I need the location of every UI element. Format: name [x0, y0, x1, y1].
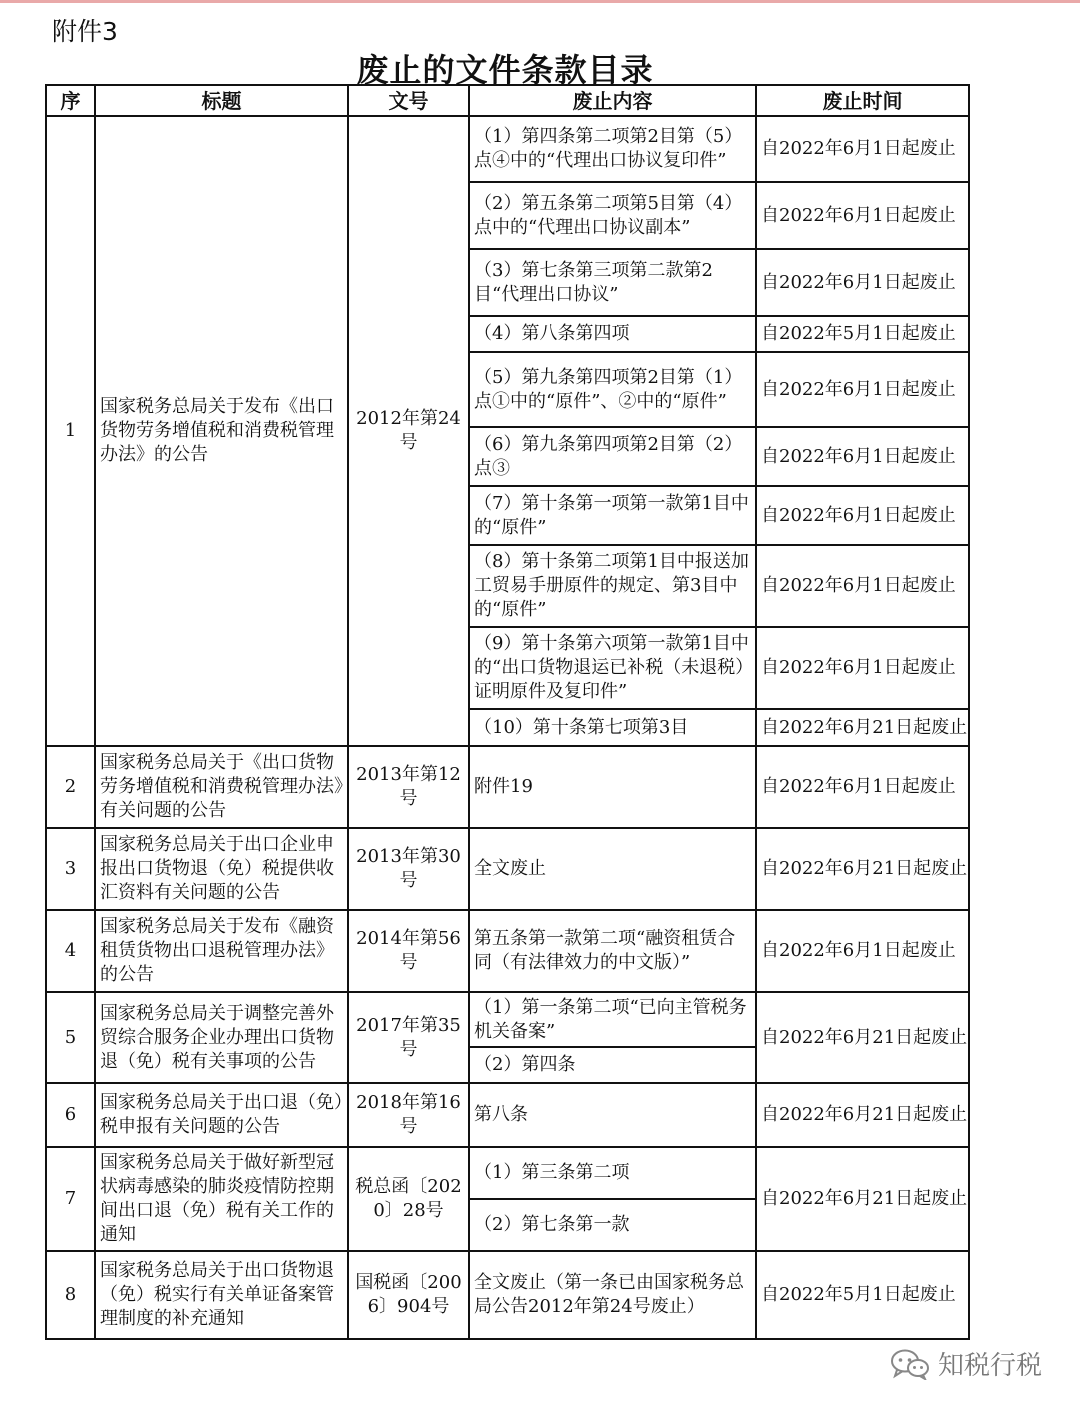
table-row: [46, 910, 969, 992]
row-time: 自2022年5月1日起废止: [756, 316, 969, 352]
row-content: （2）第四条: [469, 1047, 756, 1083]
row-time: 自2022年6月21日起废止: [756, 1083, 969, 1147]
row-content: 全文废止: [469, 828, 756, 910]
table-row: [46, 746, 969, 828]
attachment-label: 附件3: [52, 17, 118, 46]
watermark: [890, 1345, 1042, 1382]
row-content: （5）第九条第四项第2目第（1）点①中的“原件”、②中的“原件”: [469, 352, 756, 427]
table-row: [46, 992, 969, 1047]
document-title: 废止的文件条款目录: [356, 51, 654, 89]
row-title: 国家税务总局关于调整完善外贸综合服务企业办理出口货物退（免）税有关事项的公告: [95, 992, 348, 1083]
row-time: 自2022年6月21日起废止: [756, 828, 969, 910]
row-no: 4: [46, 910, 95, 992]
row-time: 自2022年6月1日起废止: [756, 627, 969, 709]
row-content: （3）第七条第三项第二款第2目“代理出口协议”: [469, 249, 756, 316]
header-time: 废止时间: [756, 85, 969, 116]
row-time: 自2022年6月1日起废止: [756, 249, 969, 316]
row-content: （6）第九条第四项第2目第（2）点③: [469, 427, 756, 486]
row-time: 自2022年6月1日起废止: [756, 182, 969, 249]
row-title: 国家税务总局关于出口退（免）税申报有关问题的公告: [95, 1083, 348, 1147]
row-content: 附件19: [469, 746, 756, 828]
row-no: 5: [46, 992, 95, 1083]
row-content: （4）第八条第四项: [469, 316, 756, 352]
row-time: 自2022年6月21日起废止: [756, 709, 969, 746]
table-row: [46, 1083, 969, 1147]
row-no: 3: [46, 828, 95, 910]
row-no: 6: [46, 1083, 95, 1147]
row-doc-no: 2013年第30号: [348, 828, 469, 910]
row-doc-no: 2018年第16号: [348, 1083, 469, 1147]
row-time: 自2022年6月1日起废止: [756, 116, 969, 182]
row-content: （1）第四条第二项第2目第（5）点④中的“代理出口协议复印件”: [469, 116, 756, 182]
row-time: 自2022年6月21日起废止: [756, 992, 969, 1083]
row-content: （1）第一条第二项“已向主管税务机关备案”: [469, 992, 756, 1047]
row-content: （2）第七条第一款: [469, 1199, 756, 1251]
row-doc-no: 2014年第56号: [348, 910, 469, 992]
row-title: 国家税务总局关于做好新型冠状病毒感染的肺炎疫情防控期间出口退（免）税有关工作的通知: [95, 1147, 348, 1251]
row-doc-no: 2013年第12号: [348, 746, 469, 828]
row-time: 自2022年6月1日起废止: [756, 352, 969, 427]
row-time: 自2022年6月1日起废止: [756, 545, 969, 627]
row-doc-no: 国税函〔2006〕904号: [348, 1251, 469, 1339]
row-time: 自2022年6月1日起废止: [756, 427, 969, 486]
table-row: [46, 828, 969, 910]
row-doc-no: 税总函〔2020〕28号: [348, 1147, 469, 1251]
header-doc-no: 文号: [348, 85, 469, 116]
row-time: 自2022年5月1日起废止: [756, 1251, 969, 1339]
table-row: [46, 1251, 969, 1339]
watermark-text: 知税行税: [937, 1351, 1042, 1381]
repealed-provisions-table: [45, 84, 970, 1340]
row-content: （9）第十条第六项第一款第1目中的“出口货物退运已补税（未退税）证明原件及复印件”: [469, 627, 756, 709]
row-no: 8: [46, 1251, 95, 1339]
row-content: （10）第十条第七项第3目: [469, 709, 756, 746]
top-border-line: [0, 0, 1080, 3]
row-content: 第五条第一款第二项“融资租赁合同（有法律效力的中文版）”: [469, 910, 756, 992]
row-title: 国家税务总局关于出口企业申报出口货物退（免）税提供收汇资料有关问题的公告: [95, 828, 348, 910]
row-content: （8）第十条第二项第1目中报送加工贸易手册原件的规定、第3目中的“原件”: [469, 545, 756, 627]
row-no: 7: [46, 1147, 95, 1251]
row-content: （2）第五条第二项第5目第（4）点中的“代理出口协议副本”: [469, 182, 756, 249]
table-header-row: [46, 85, 969, 116]
row-no: 1: [46, 116, 95, 746]
row-content: 第八条: [469, 1083, 756, 1147]
row-time: 自2022年6月1日起废止: [756, 910, 969, 992]
header-title: 标题: [95, 85, 348, 116]
header-content: 废止内容: [469, 85, 756, 116]
row-title: 国家税务总局关于《出口货物劳务增值税和消费税管理办法》有关问题的公告: [95, 746, 348, 828]
row-content: 全文废止（第一条已由国家税务总局公告2012年第24号废止）: [469, 1251, 756, 1339]
header-no: 序: [46, 85, 95, 116]
row-doc-no: 2017年第35号: [348, 992, 469, 1083]
row-time: 自2022年6月1日起废止: [756, 746, 969, 828]
row-content: （1）第三条第二项: [469, 1147, 756, 1199]
row-title: 国家税务总局关于出口货物退（免）税实行有关单证备案管理制度的补充通知: [95, 1251, 348, 1339]
table-row: [46, 116, 969, 182]
table-row: [46, 1147, 969, 1199]
row-title: 国家税务总局关于发布《融资租赁货物出口退税管理办法》的公告: [95, 910, 348, 992]
row-title: 国家税务总局关于发布《出口货物劳务增值税和消费税管理办法》的公告: [95, 116, 348, 746]
row-time: 自2022年6月21日起废止: [756, 1147, 969, 1251]
row-content: （7）第十条第一项第一款第1目中的“原件”: [469, 486, 756, 545]
row-doc-no: 2012年第24号: [348, 116, 469, 746]
row-no: 2: [46, 746, 95, 828]
row-time: 自2022年6月1日起废止: [756, 486, 969, 545]
wechat-icon: [890, 1348, 930, 1380]
